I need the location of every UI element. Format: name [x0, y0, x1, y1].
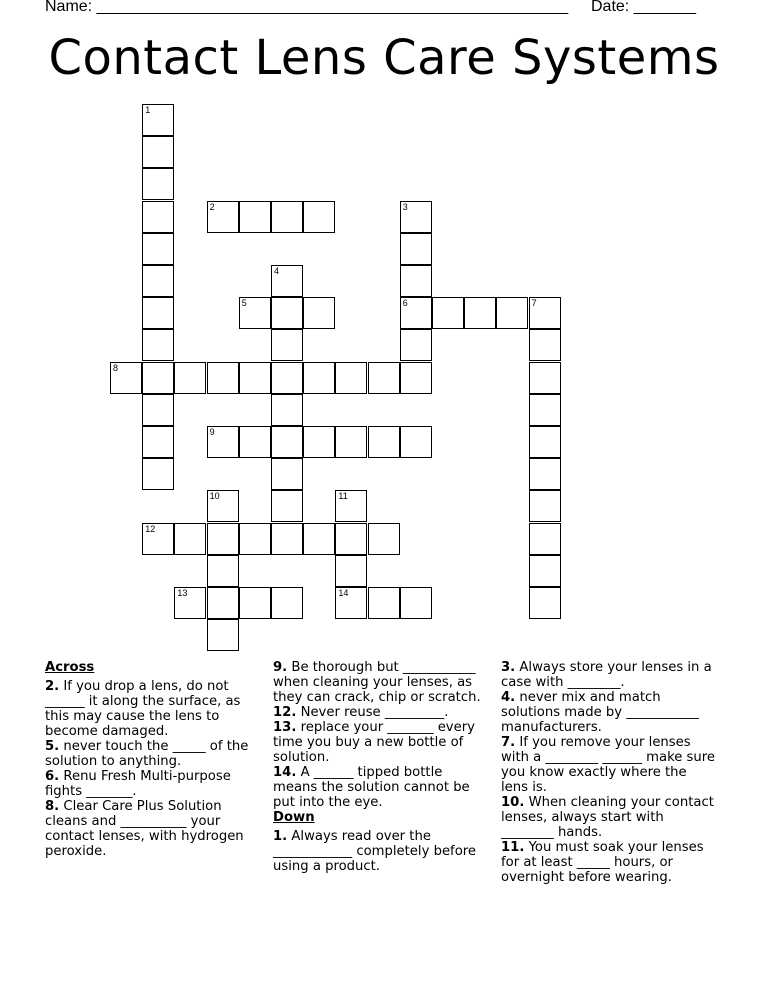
- crossword-cell[interactable]: [207, 619, 239, 651]
- cell-number: 11: [338, 491, 348, 502]
- crossword-cell[interactable]: [142, 329, 174, 361]
- crossword-cell[interactable]: [207, 587, 239, 619]
- crossword-cell[interactable]: [303, 201, 335, 233]
- crossword-cell[interactable]: [207, 523, 239, 555]
- crossword-cell[interactable]: [400, 426, 432, 458]
- crossword-cell[interactable]: [207, 362, 239, 394]
- clue-down-10: 10. When cleaning your contact lenses, always start with ________ hands.: [501, 795, 714, 840]
- crossword-cell[interactable]: [529, 587, 561, 619]
- crossword-cell[interactable]: [142, 136, 174, 168]
- crossword-cell[interactable]: [335, 426, 367, 458]
- crossword-cell[interactable]: [207, 426, 239, 458]
- cell-number: 10: [209, 491, 220, 502]
- clue-down-7: 7. If you remove your lenses with a ________ ______ make sure you know exactly where the lens is.: [501, 735, 716, 795]
- date-field-label: Date: _______: [591, 0, 696, 15]
- clue-down-4: 4. never mix and match solutions made by ___________ manufacturers.: [501, 690, 699, 735]
- crossword-cell[interactable]: [303, 362, 335, 394]
- crossword-cell[interactable]: [142, 265, 174, 297]
- clue-across-9: 9. Be thorough but ___________ when cleaning your lenses, as they can crack, chip or scratch.: [273, 660, 481, 705]
- clues-column-1: [45, 660, 259, 859]
- cell-number: 2: [209, 201, 215, 212]
- crossword-cell[interactable]: [529, 394, 561, 426]
- name-field-label: Name: _____________________________________________________: [45, 0, 569, 15]
- crossword-cell[interactable]: [174, 587, 206, 619]
- crossword-cell[interactable]: [142, 394, 174, 426]
- crossword-cell[interactable]: [142, 362, 174, 394]
- crossword-cell[interactable]: [335, 587, 367, 619]
- crossword-cell[interactable]: [432, 297, 464, 329]
- cell-number: 1: [145, 105, 151, 115]
- crossword-cell[interactable]: [335, 362, 367, 394]
- clue-across-2: 2. If you drop a lens, do not ______ it along the surface, as this may cause the lens to become damaged.: [45, 679, 241, 739]
- cell-number: 14: [338, 588, 349, 598]
- crossword-cell[interactable]: [400, 362, 432, 394]
- crossword-cell[interactable]: [271, 201, 303, 233]
- cell-number: 7: [531, 298, 537, 309]
- across-heading: Across: [45, 660, 95, 675]
- crossword-cell[interactable]: [400, 233, 432, 265]
- crossword-cell[interactable]: [142, 201, 174, 233]
- crossword-cell[interactable]: [368, 587, 400, 619]
- clue-across-12: 12. Never reuse _________.: [273, 705, 449, 720]
- crossword-cell[interactable]: [174, 362, 206, 394]
- cell-number: 13: [177, 588, 188, 598]
- clue-across-13: 13. replace your _______ every time you buy a new bottle of solution.: [273, 720, 475, 765]
- crossword-cell[interactable]: [400, 297, 432, 329]
- crossword-cell[interactable]: [142, 523, 174, 555]
- crossword-cell[interactable]: [335, 555, 367, 587]
- crossword-cell[interactable]: [368, 426, 400, 458]
- crossword-cell[interactable]: [142, 233, 174, 265]
- crossword-cell[interactable]: [529, 362, 561, 394]
- clues-column-3: [501, 660, 715, 885]
- crossword-cell[interactable]: [464, 297, 496, 329]
- cell-number: 5: [241, 298, 247, 309]
- crossword-cell[interactable]: [529, 329, 561, 361]
- crossword-cell[interactable]: [303, 523, 335, 555]
- clues-column-2: [273, 660, 487, 874]
- crossword-cell[interactable]: [271, 394, 303, 426]
- clue-down-11: 11. You must soak your lenses for at least _____ hours, or overnight before wearing.: [501, 840, 704, 885]
- cell-number: 8: [113, 362, 119, 373]
- cell-number: 9: [209, 427, 215, 437]
- crossword-cell[interactable]: [303, 297, 335, 329]
- crossword-cell[interactable]: [529, 458, 561, 490]
- crossword-cell[interactable]: [400, 587, 432, 619]
- crossword-cell[interactable]: [496, 297, 528, 329]
- cell-number: 4: [274, 266, 280, 276]
- clue-across-6: 6. Renu Fresh Multi-purpose fights _______.: [45, 769, 231, 799]
- page-title: Contact Lens Care Systems: [48, 30, 720, 86]
- crossword-cell[interactable]: [368, 362, 400, 394]
- crossword-cell[interactable]: [271, 362, 303, 394]
- crossword-cell[interactable]: [239, 297, 271, 329]
- crossword-cell[interactable]: [400, 201, 432, 233]
- crossword-cell[interactable]: [110, 362, 142, 394]
- crossword-cell[interactable]: [142, 168, 174, 200]
- crossword-cell[interactable]: [529, 297, 561, 329]
- crossword-cell[interactable]: [400, 265, 432, 297]
- crossword-cell[interactable]: [529, 426, 561, 458]
- crossword-cell[interactable]: [271, 523, 303, 555]
- cell-number: 6: [402, 298, 408, 309]
- crossword-cell[interactable]: [239, 587, 271, 619]
- crossword-cell[interactable]: [239, 362, 271, 394]
- crossword-cell[interactable]: [335, 523, 367, 555]
- down-heading: Down: [273, 810, 315, 825]
- crossword-cell[interactable]: [271, 329, 303, 361]
- clue-across-8: 8. Clear Care Plus Solution cleans and __________ your contact lenses, with hydrogen peroxide.: [45, 799, 244, 859]
- crossword-cell[interactable]: [142, 458, 174, 490]
- crossword-cell[interactable]: [239, 201, 271, 233]
- crossword-cell[interactable]: [271, 297, 303, 329]
- crossword-cell[interactable]: [303, 426, 335, 458]
- clue-down-3: 3. Always store your lenses in a case with ________.: [501, 660, 712, 690]
- crossword-cell[interactable]: [142, 297, 174, 329]
- crossword-cell[interactable]: [174, 523, 206, 555]
- clue-across-14: 14. A ______ tipped bottle means the solution cannot be put into the eye.: [273, 765, 470, 810]
- crossword-cell[interactable]: [239, 523, 271, 555]
- crossword-cell[interactable]: [368, 523, 400, 555]
- crossword-cell[interactable]: [335, 490, 367, 522]
- crossword-cell[interactable]: [529, 490, 561, 522]
- crossword-cell[interactable]: [271, 265, 303, 297]
- crossword-cell[interactable]: [142, 104, 174, 136]
- crossword-cell[interactable]: [207, 555, 239, 587]
- crossword-cell[interactable]: [271, 426, 303, 458]
- crossword-cell[interactable]: [271, 490, 303, 522]
- crossword-cell[interactable]: [400, 329, 432, 361]
- crossword-cell[interactable]: [239, 426, 271, 458]
- crossword-cell[interactable]: [207, 490, 239, 522]
- crossword-cell[interactable]: [271, 458, 303, 490]
- crossword-cell[interactable]: [207, 201, 239, 233]
- crossword-cell[interactable]: [142, 426, 174, 458]
- crossword-cell[interactable]: [529, 555, 561, 587]
- crossword-cell[interactable]: [271, 587, 303, 619]
- clue-down-1: 1. Always read over the ____________ completely before using a product.: [273, 829, 477, 874]
- cell-number: 3: [402, 201, 408, 212]
- crossword-cell[interactable]: [529, 523, 561, 555]
- clue-across-5: 5. never touch the _____ of the solution to anything.: [45, 739, 249, 769]
- cell-number: 12: [145, 523, 156, 534]
